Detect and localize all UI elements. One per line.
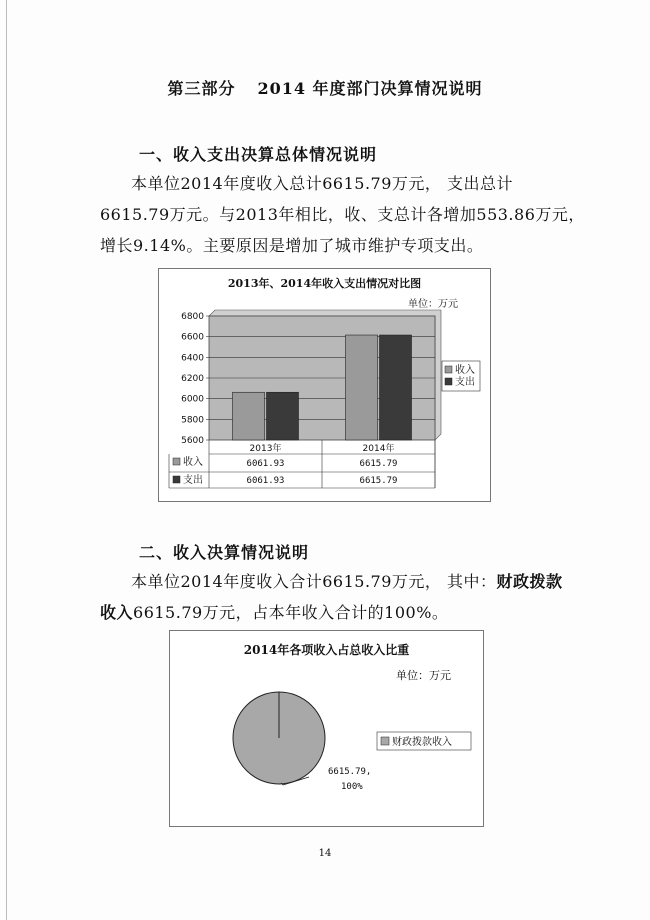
pie-chart-title: 2014年各项收入占总收入比重 — [243, 643, 410, 657]
bar-chart-title: 2013年、2014年收入支出情况对比图 — [227, 277, 422, 290]
y-tick-label: 6800 — [181, 312, 204, 322]
section2-line2 — [100, 597, 448, 628]
pie-chart-svg — [170, 631, 483, 826]
bar-expense — [267, 392, 299, 440]
section1-line1: 本单位2014年度收入总计6615.79万元， 支出总计 — [131, 174, 513, 193]
pie-chart — [169, 630, 484, 827]
title-part: 第三部分 — [167, 79, 236, 98]
data-label: 6061.93 — [246, 459, 285, 469]
section1-line3: 增长9.14%。主要原因是增加了城市维护专项支出。 — [100, 236, 484, 255]
bar-expense — [380, 335, 412, 440]
bar-income — [346, 335, 378, 440]
pie-legend-label: 财政拨款收入 — [392, 737, 452, 748]
bar-chart-unit: 单位：万元 — [408, 299, 458, 310]
y-tick-label: 5800 — [181, 415, 204, 426]
section2-line1 — [131, 566, 563, 597]
scan-edge — [6, 0, 7, 920]
pie-legend-swatch — [381, 737, 389, 745]
pie-percent-label: 100% — [341, 782, 363, 792]
pie-chart-unit: 单位：万元 — [396, 669, 451, 682]
pie-value-label: 6615.79, — [328, 767, 372, 777]
table-legend-key — [173, 458, 180, 465]
section2-line1-bold: 财政拨款 — [496, 572, 563, 591]
page-number: 14 — [318, 848, 332, 859]
legend-swatch — [445, 366, 452, 373]
y-tick-label: 6400 — [181, 353, 204, 364]
legend-label: 支出 — [455, 377, 475, 388]
legend-swatch — [445, 378, 452, 385]
table-series-label: 支出 — [183, 475, 203, 486]
x-tick-label: 2014年 — [362, 444, 395, 454]
table-series-label: 收入 — [183, 457, 203, 468]
section2-heading: 二、收入决算情况说明 — [139, 543, 310, 562]
bar-chart — [158, 268, 491, 502]
section2-line1-text: 本单位2014年度收入合计6615.79万元， 其中： — [131, 572, 497, 591]
page-title — [0, 76, 650, 99]
y-tick-label: 5600 — [181, 436, 204, 446]
y-tick-label: 6600 — [181, 332, 204, 343]
legend-label: 收入 — [455, 365, 475, 376]
title-text: 2014 年度部门决算情况说明 — [257, 79, 483, 98]
data-label: 6615.79 — [359, 476, 398, 486]
section2-line2-bold: 收入 — [100, 603, 134, 622]
bar-chart-svg — [159, 269, 490, 501]
data-label: 6061.93 — [246, 476, 285, 486]
x-tick-label: 2013年 — [249, 444, 282, 454]
section1-line2: 6615.79万元。与2013年相比，收、支总计各增加553.86万元， — [100, 205, 585, 224]
section1-heading: 一、收入支出决算总体情况说明 — [139, 145, 378, 164]
y-tick-label: 6000 — [181, 394, 204, 405]
data-label: 6615.79 — [359, 459, 398, 469]
bar-income — [233, 392, 265, 440]
table-legend-key — [173, 476, 180, 483]
y-tick-label: 6200 — [181, 374, 204, 384]
section2-line2-text: 6615.79万元，占本年收入合计的100%。 — [133, 603, 449, 622]
